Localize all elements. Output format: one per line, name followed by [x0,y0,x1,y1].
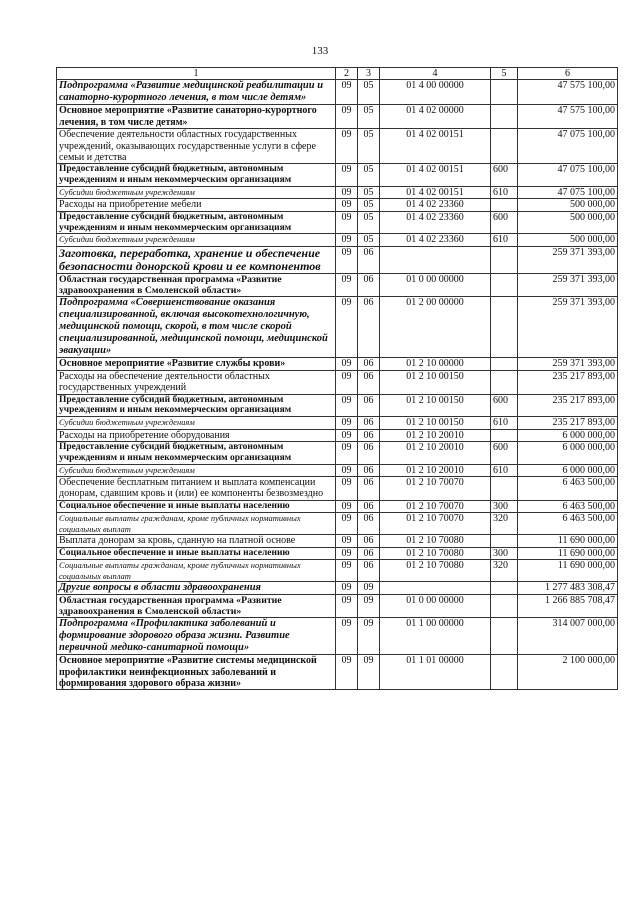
table-row [57,582,618,595]
row-name: Расходы на приобретение мебели [57,199,336,211]
row-name: Социальное обеспечение и иные выплаты населению [57,547,336,559]
row-name: Субсидии бюджетным учреждениям [57,464,336,476]
row-target-code: 01 2 10 70070 [380,477,491,501]
row-amount: 6 463 500,00 [518,513,618,535]
row-subsection: 09 [358,618,380,655]
row-subsection: 06 [358,560,380,582]
row-name: Областная государственная программа «Развитие здравоохранения в Смоленской области» [57,274,336,297]
row-expense-type [491,429,518,441]
row-target-code: 01 4 02 23360 [380,199,491,211]
row-expense-type [491,618,518,655]
row-name: Выплата донорам за кровь, сданную на платной основе [57,535,336,547]
budget-table [56,67,618,690]
row-section: 09 [336,618,358,655]
row-expense-type [491,370,518,394]
row-target-code: 01 2 00 00000 [380,297,491,358]
row-section: 09 [336,535,358,547]
row-name: Обеспечение бесплатным питанием и выплата компенсации донорам, сдавшим кровь и (или) ее компоненты безвозмездно [57,477,336,501]
row-target-code [380,582,491,595]
row-target-code: 01 2 10 00150 [380,417,491,429]
table-row [57,105,618,129]
row-target-code: 01 2 10 00150 [380,394,491,417]
row-amount: 1 266 885 708,47 [518,595,618,618]
row-target-code: 01 2 10 70080 [380,535,491,547]
row-subsection: 06 [358,370,380,394]
row-section: 09 [336,164,358,187]
table-row [57,442,618,465]
row-amount: 47 075 100,00 [518,164,618,187]
table-row [57,274,618,297]
table-row [57,547,618,559]
row-section: 09 [336,234,358,246]
row-target-code: 01 1 00 00000 [380,618,491,655]
table-row [57,477,618,501]
row-amount: 2 100 000,00 [518,655,618,690]
row-section: 09 [336,560,358,582]
header-cell-3: 3 [358,68,380,80]
row-target-code: 01 2 10 70070 [380,500,491,512]
table-row [57,297,618,358]
row-subsection: 06 [358,464,380,476]
header-cell-4: 4 [380,68,491,80]
row-target-code: 01 4 02 00151 [380,164,491,187]
table-row [57,394,618,417]
row-name: Обеспечение деятельности областных государственных учреждений, оказывающих государственные услуги в сфере семьи и детства [57,129,336,164]
row-target-code: 01 2 10 20010 [380,429,491,441]
header-cell-6: 6 [518,68,618,80]
row-amount: 500 000,00 [518,211,618,234]
row-subsection: 06 [358,358,380,370]
row-expense-type: 600 [491,442,518,465]
table-header-row [57,68,618,80]
row-subsection: 06 [358,442,380,465]
table-row [57,199,618,211]
row-expense-type: 320 [491,513,518,535]
row-subsection: 06 [358,417,380,429]
row-expense-type [491,595,518,618]
table-row [57,500,618,512]
row-target-code: 01 4 02 00151 [380,187,491,199]
row-name: Подпрограмма «Профилактика заболеваний и формирование здорового образа жизни. Развитие первичной медико-санитарной помощи» [57,618,336,655]
table-row [57,80,618,105]
row-amount: 259 371 393,00 [518,246,618,274]
row-target-code: 01 4 02 23360 [380,211,491,234]
page-number: 133 [311,45,329,57]
table-row [57,234,618,246]
row-name: Предоставление субсидий бюджетным, автономным учреждениям и иным некоммерческим организациям [57,164,336,187]
row-section: 09 [336,547,358,559]
row-section: 09 [336,655,358,690]
row-target-code: 01 0 00 00000 [380,274,491,297]
row-section: 09 [336,394,358,417]
row-target-code: 01 0 00 00000 [380,595,491,618]
row-subsection: 06 [358,394,380,417]
row-section: 09 [336,297,358,358]
table-row [57,513,618,535]
row-name: Субсидии бюджетным учреждениям [57,417,336,429]
row-section: 09 [336,211,358,234]
row-subsection: 06 [358,297,380,358]
row-name: Подпрограмма «Совершенствование оказания специализированной, включая высокотехнологичную, медицинской помощи, скорой, в том числе скорой специализированной, медицинской помощи, медицинской эвакуации» [57,297,336,358]
row-name: Основное мероприятие «Развитие санаторно-курортного лечения, в том числе детям» [57,105,336,129]
row-expense-type [491,246,518,274]
row-amount: 6 000 000,00 [518,442,618,465]
row-target-code: 01 2 10 00000 [380,358,491,370]
row-subsection: 05 [358,211,380,234]
table-row [57,595,618,618]
row-amount: 259 371 393,00 [518,274,618,297]
row-target-code: 01 2 10 70080 [380,560,491,582]
row-target-code: 01 2 10 20010 [380,464,491,476]
row-subsection: 06 [358,246,380,274]
row-expense-type: 610 [491,234,518,246]
table-row [57,129,618,164]
row-amount: 1 277 483 308,47 [518,582,618,595]
row-subsection: 06 [358,477,380,501]
row-expense-type: 610 [491,187,518,199]
table-row [57,370,618,394]
row-expense-type: 610 [491,464,518,476]
row-amount: 11 690 000,00 [518,547,618,559]
row-amount: 6 463 500,00 [518,500,618,512]
row-section: 09 [336,199,358,211]
row-target-code: 01 2 10 70070 [380,513,491,535]
row-subsection: 06 [358,547,380,559]
row-name: Социальные выплаты гражданам, кроме публичных нормативных социальных выплат [57,560,336,582]
row-target-code: 01 4 02 00151 [380,129,491,164]
row-amount: 235 217 893,00 [518,394,618,417]
row-expense-type: 600 [491,211,518,234]
row-amount: 11 690 000,00 [518,535,618,547]
row-amount: 47 075 100,00 [518,129,618,164]
row-name: Расходы на обеспечение деятельности областных государственных учреждений [57,370,336,394]
row-amount: 314 007 000,00 [518,618,618,655]
row-section: 09 [336,105,358,129]
row-expense-type [491,655,518,690]
row-expense-type [491,129,518,164]
row-amount: 47 075 100,00 [518,187,618,199]
table-row [57,187,618,199]
row-name: Расходы на приобретение оборудования [57,429,336,441]
row-subsection: 09 [358,655,380,690]
row-expense-type [491,477,518,501]
row-name: Подпрограмма «Развитие медицинской реабилитации и санаторно-курортного лечения, в том числе детям» [57,80,336,105]
row-amount: 235 217 893,00 [518,370,618,394]
row-amount: 6 000 000,00 [518,429,618,441]
row-subsection: 09 [358,595,380,618]
row-name: Основное мероприятие «Развитие службы крови» [57,358,336,370]
table-row [57,164,618,187]
row-amount: 259 371 393,00 [518,297,618,358]
row-expense-type: 320 [491,560,518,582]
row-target-code: 01 2 10 70080 [380,547,491,559]
row-name: Субсидии бюджетным учреждениям [57,187,336,199]
row-expense-type [491,535,518,547]
row-subsection: 06 [358,500,380,512]
row-name: Предоставление субсидий бюджетным, автономным учреждениям и иным некоммерческим организациям [57,394,336,417]
row-expense-type: 300 [491,547,518,559]
row-amount: 259 371 393,00 [518,358,618,370]
row-subsection: 05 [358,105,380,129]
row-expense-type [491,274,518,297]
row-name: Социальное обеспечение и иные выплаты населению [57,500,336,512]
row-section: 09 [336,595,358,618]
row-subsection: 06 [358,274,380,297]
row-expense-type [491,105,518,129]
row-section: 09 [336,370,358,394]
row-expense-type: 610 [491,417,518,429]
header-cell-2: 2 [336,68,358,80]
row-section: 09 [336,464,358,476]
row-target-code: 01 2 10 00150 [380,370,491,394]
row-expense-type [491,358,518,370]
row-expense-type: 600 [491,394,518,417]
row-section: 09 [336,358,358,370]
row-amount: 235 217 893,00 [518,417,618,429]
row-subsection: 05 [358,129,380,164]
row-target-code: 01 1 01 00000 [380,655,491,690]
row-expense-type: 300 [491,500,518,512]
row-section: 09 [336,187,358,199]
header-cell-5: 5 [491,68,518,80]
row-subsection: 05 [358,234,380,246]
table-row [57,246,618,274]
table-row [57,358,618,370]
row-expense-type [491,80,518,105]
row-expense-type [491,582,518,595]
row-section: 09 [336,477,358,501]
row-name: Предоставление субсидий бюджетным, автономным учреждениям и иным некоммерческим организациям [57,442,336,465]
row-section: 09 [336,80,358,105]
row-name: Социальные выплаты гражданам, кроме публичных нормативных социальных выплат [57,513,336,535]
row-section: 09 [336,500,358,512]
row-section: 09 [336,129,358,164]
row-expense-type [491,297,518,358]
row-subsection: 06 [358,535,380,547]
table-row [57,655,618,690]
row-target-code: 01 4 02 00000 [380,105,491,129]
row-expense-type: 600 [491,164,518,187]
row-target-code: 01 4 00 00000 [380,80,491,105]
row-amount: 6 463 500,00 [518,477,618,501]
row-name: Областная государственная программа «Развитие здравоохранения в Смоленской области» [57,595,336,618]
row-name: Субсидии бюджетным учреждениям [57,234,336,246]
row-target-code [380,246,491,274]
row-target-code: 01 2 10 20010 [380,442,491,465]
header-cell-1: 1 [57,68,336,80]
row-section: 09 [336,274,358,297]
row-section: 09 [336,582,358,595]
row-section: 09 [336,513,358,535]
row-name: Основное мероприятие «Развитие системы медицинской профилактики неинфекционных заболеваний и формирования здорового образа жизни» [57,655,336,690]
row-name: Заготовка, переработка, хранение и обеспечение безопасности донорской крови и ее компонентов [57,246,336,274]
row-subsection: 05 [358,164,380,187]
table-row [57,535,618,547]
row-name: Другие вопросы в области здравоохранения [57,582,336,595]
row-amount: 47 575 100,00 [518,105,618,129]
row-name: Предоставление субсидий бюджетным, автономным учреждениям и иным некоммерческим организациям [57,211,336,234]
table-row [57,464,618,476]
row-section: 09 [336,417,358,429]
row-subsection: 05 [358,80,380,105]
row-target-code: 01 4 02 23360 [380,234,491,246]
row-section: 09 [336,246,358,274]
row-subsection: 05 [358,199,380,211]
row-subsection: 05 [358,187,380,199]
row-amount: 500 000,00 [518,234,618,246]
table-row [57,417,618,429]
row-subsection: 06 [358,513,380,535]
row-amount: 500 000,00 [518,199,618,211]
row-amount: 11 690 000,00 [518,560,618,582]
row-amount: 47 575 100,00 [518,80,618,105]
table-row [57,211,618,234]
row-subsection: 09 [358,582,380,595]
row-section: 09 [336,442,358,465]
table-row [57,618,618,655]
row-amount: 6 000 000,00 [518,464,618,476]
row-expense-type [491,199,518,211]
row-section: 09 [336,429,358,441]
table-row [57,560,618,582]
table-row [57,429,618,441]
row-subsection: 06 [358,429,380,441]
